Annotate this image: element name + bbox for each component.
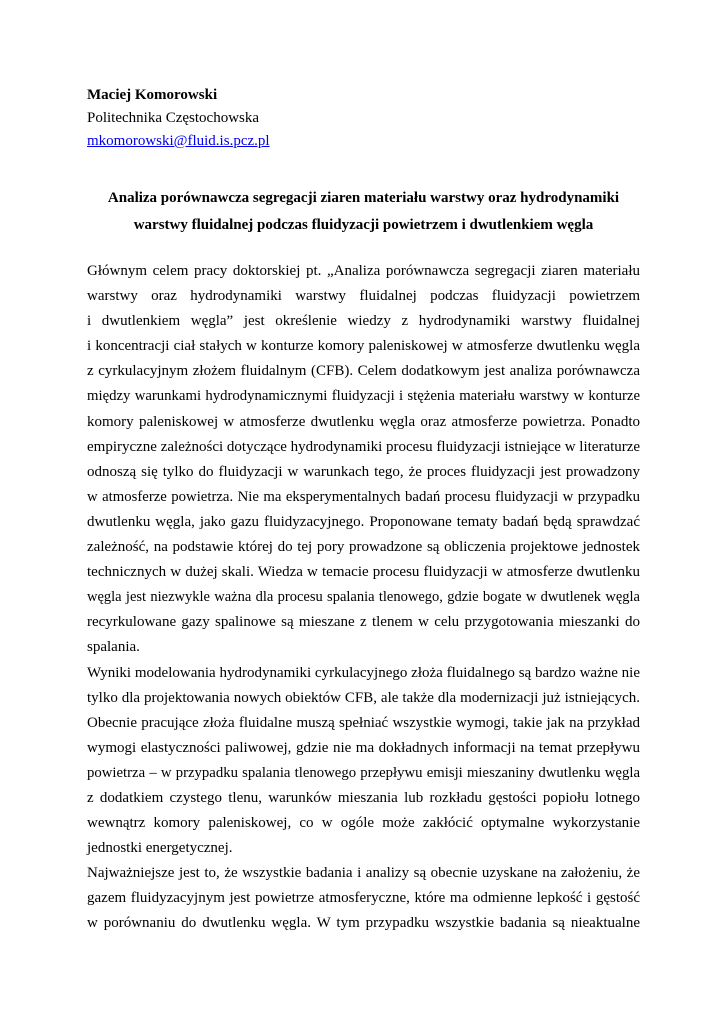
text-line: recyrkulowane gazy spalinowe są mieszane z tlenem w celu przygotowania mieszanki do — [87, 614, 640, 631]
text-line: komory paleniskowej w atmosferze dwutlenku węgla oraz atmosferze powietrza. Ponadto — [87, 413, 640, 430]
text-line: powietrza – w przypadku spalania tlenowego przepływu emisji mieszaniny dwutlenku węgla — [87, 764, 640, 781]
text-line: odnoszą się tylko do fluidyzacji w warunkach tego, że proces fluidyzacji jest prowadzony — [87, 463, 640, 480]
body-paragraph-1 — [87, 259, 640, 661]
text-line: dwutlenku węgla, jako gazu fluidyzacyjnego. Proponowane tematy badań będą sprawdzać — [87, 513, 640, 530]
text-line: i koncentracji ciał stałych w konturze komory paleniskowej w atmosferze dwutlenku węgla — [87, 338, 640, 355]
text-line: zależność, na podstawie której do tej pory prowadzone są obliczenia projektowe jednostek — [87, 539, 640, 556]
text-line: z dodatkiem czystego tlenu, warunków mieszania lub rozkładu gęstości popiołu lotnego — [87, 789, 640, 806]
text-line: w porównaniu do dwutlenku węgla. W tym przypadku wszystkie badania są nieaktualne — [87, 915, 640, 932]
text-line: Najważniejsze jest to, że wszystkie badania i analizy są obecnie uzyskane na założeniu, że — [87, 865, 640, 882]
body-paragraph-2 — [87, 661, 640, 862]
text-line: wewnątrz komory paleniskowej, co w ogóle może zakłócić optymalne wykorzystanie — [87, 815, 640, 832]
text-line: tylko dla projektowania nowych obiektów CFB, ale także dla modernizacji już istniejących. — [87, 689, 640, 706]
text-line: z cyrkulacyjnym złożem fluidalnym (CFB). Celem dodatkowym jest analiza porównawcza — [87, 363, 640, 380]
text-line: między warunkami hydrodynamicznymi fluidyzacji i stężenia materiału warstwy w konturze — [87, 388, 640, 405]
text-line: spalania. — [87, 639, 140, 656]
text-line: węgla jest niezwykle ważna dla procesu spalania tlenowego, gdzie bogate w dwutlenek węgla — [87, 589, 640, 606]
text-line: Wyniki modelowania hydrodynamiki cyrkulacyjnego złoża fluidalnego są bardzo ważne nie — [87, 664, 640, 681]
author-name: Maciej Komorowski — [87, 87, 218, 103]
title-line: Analiza porównawcza segregacji ziaren materiału warstwy oraz hydrodynamiki — [107, 190, 620, 206]
text-line: warstwy oraz hydrodynamiki warstwy fluidalnej podczas fluidyzacji powietrzem — [87, 288, 640, 305]
text-line: jednostki energetycznej. — [87, 840, 233, 857]
document-body — [87, 259, 640, 937]
text-line: w atmosferze powietrza. Nie ma eksperymentalnych badań procesu fluidyzacji w przypadku — [87, 488, 640, 505]
document-page — [87, 84, 640, 937]
text-line: empiryczne zależności dotyczące hydrodynamiki procesu fluidyzacji istniejące w literaturze — [87, 438, 641, 455]
title-line: warstwy fluidalnej podczas fluidyzacji powietrzem i dwutlenkiem węgla — [133, 217, 594, 233]
text-line: Głównym celem pracy doktorskiej pt. „Analiza porównawcza segregacji ziaren materiału — [87, 263, 640, 279]
document-title — [87, 185, 640, 239]
author-affiliation: Politechnika Częstochowska — [87, 110, 260, 126]
text-line: wymogi elastyczności paliwowej, gdzie nie ma dokładnych informacji na temat przepływu — [87, 739, 640, 756]
text-line: i dwutlenkiem węgla” jest określenie wiedzy z hydrodynamiki warstwy fluidalnej — [87, 313, 640, 330]
text-line: technicznych w dużej skali. Wiedza w temacie procesu fluidyzacji w atmosferze dwutlenku — [87, 564, 640, 581]
body-paragraph-3 — [87, 861, 640, 936]
text-line: gazem fluidyzacyjnym jest powietrze atmosferyczne, które ma odmienne lepkość i gęstość — [87, 890, 640, 907]
text-line: Obecnie pracujące złoża fluidalne muszą spełniać wszystkie wymogi, takie jak na przykład — [87, 714, 640, 731]
author-email-link[interactable]: mkomorowski@fluid.is.pcz.pl — [87, 133, 270, 149]
